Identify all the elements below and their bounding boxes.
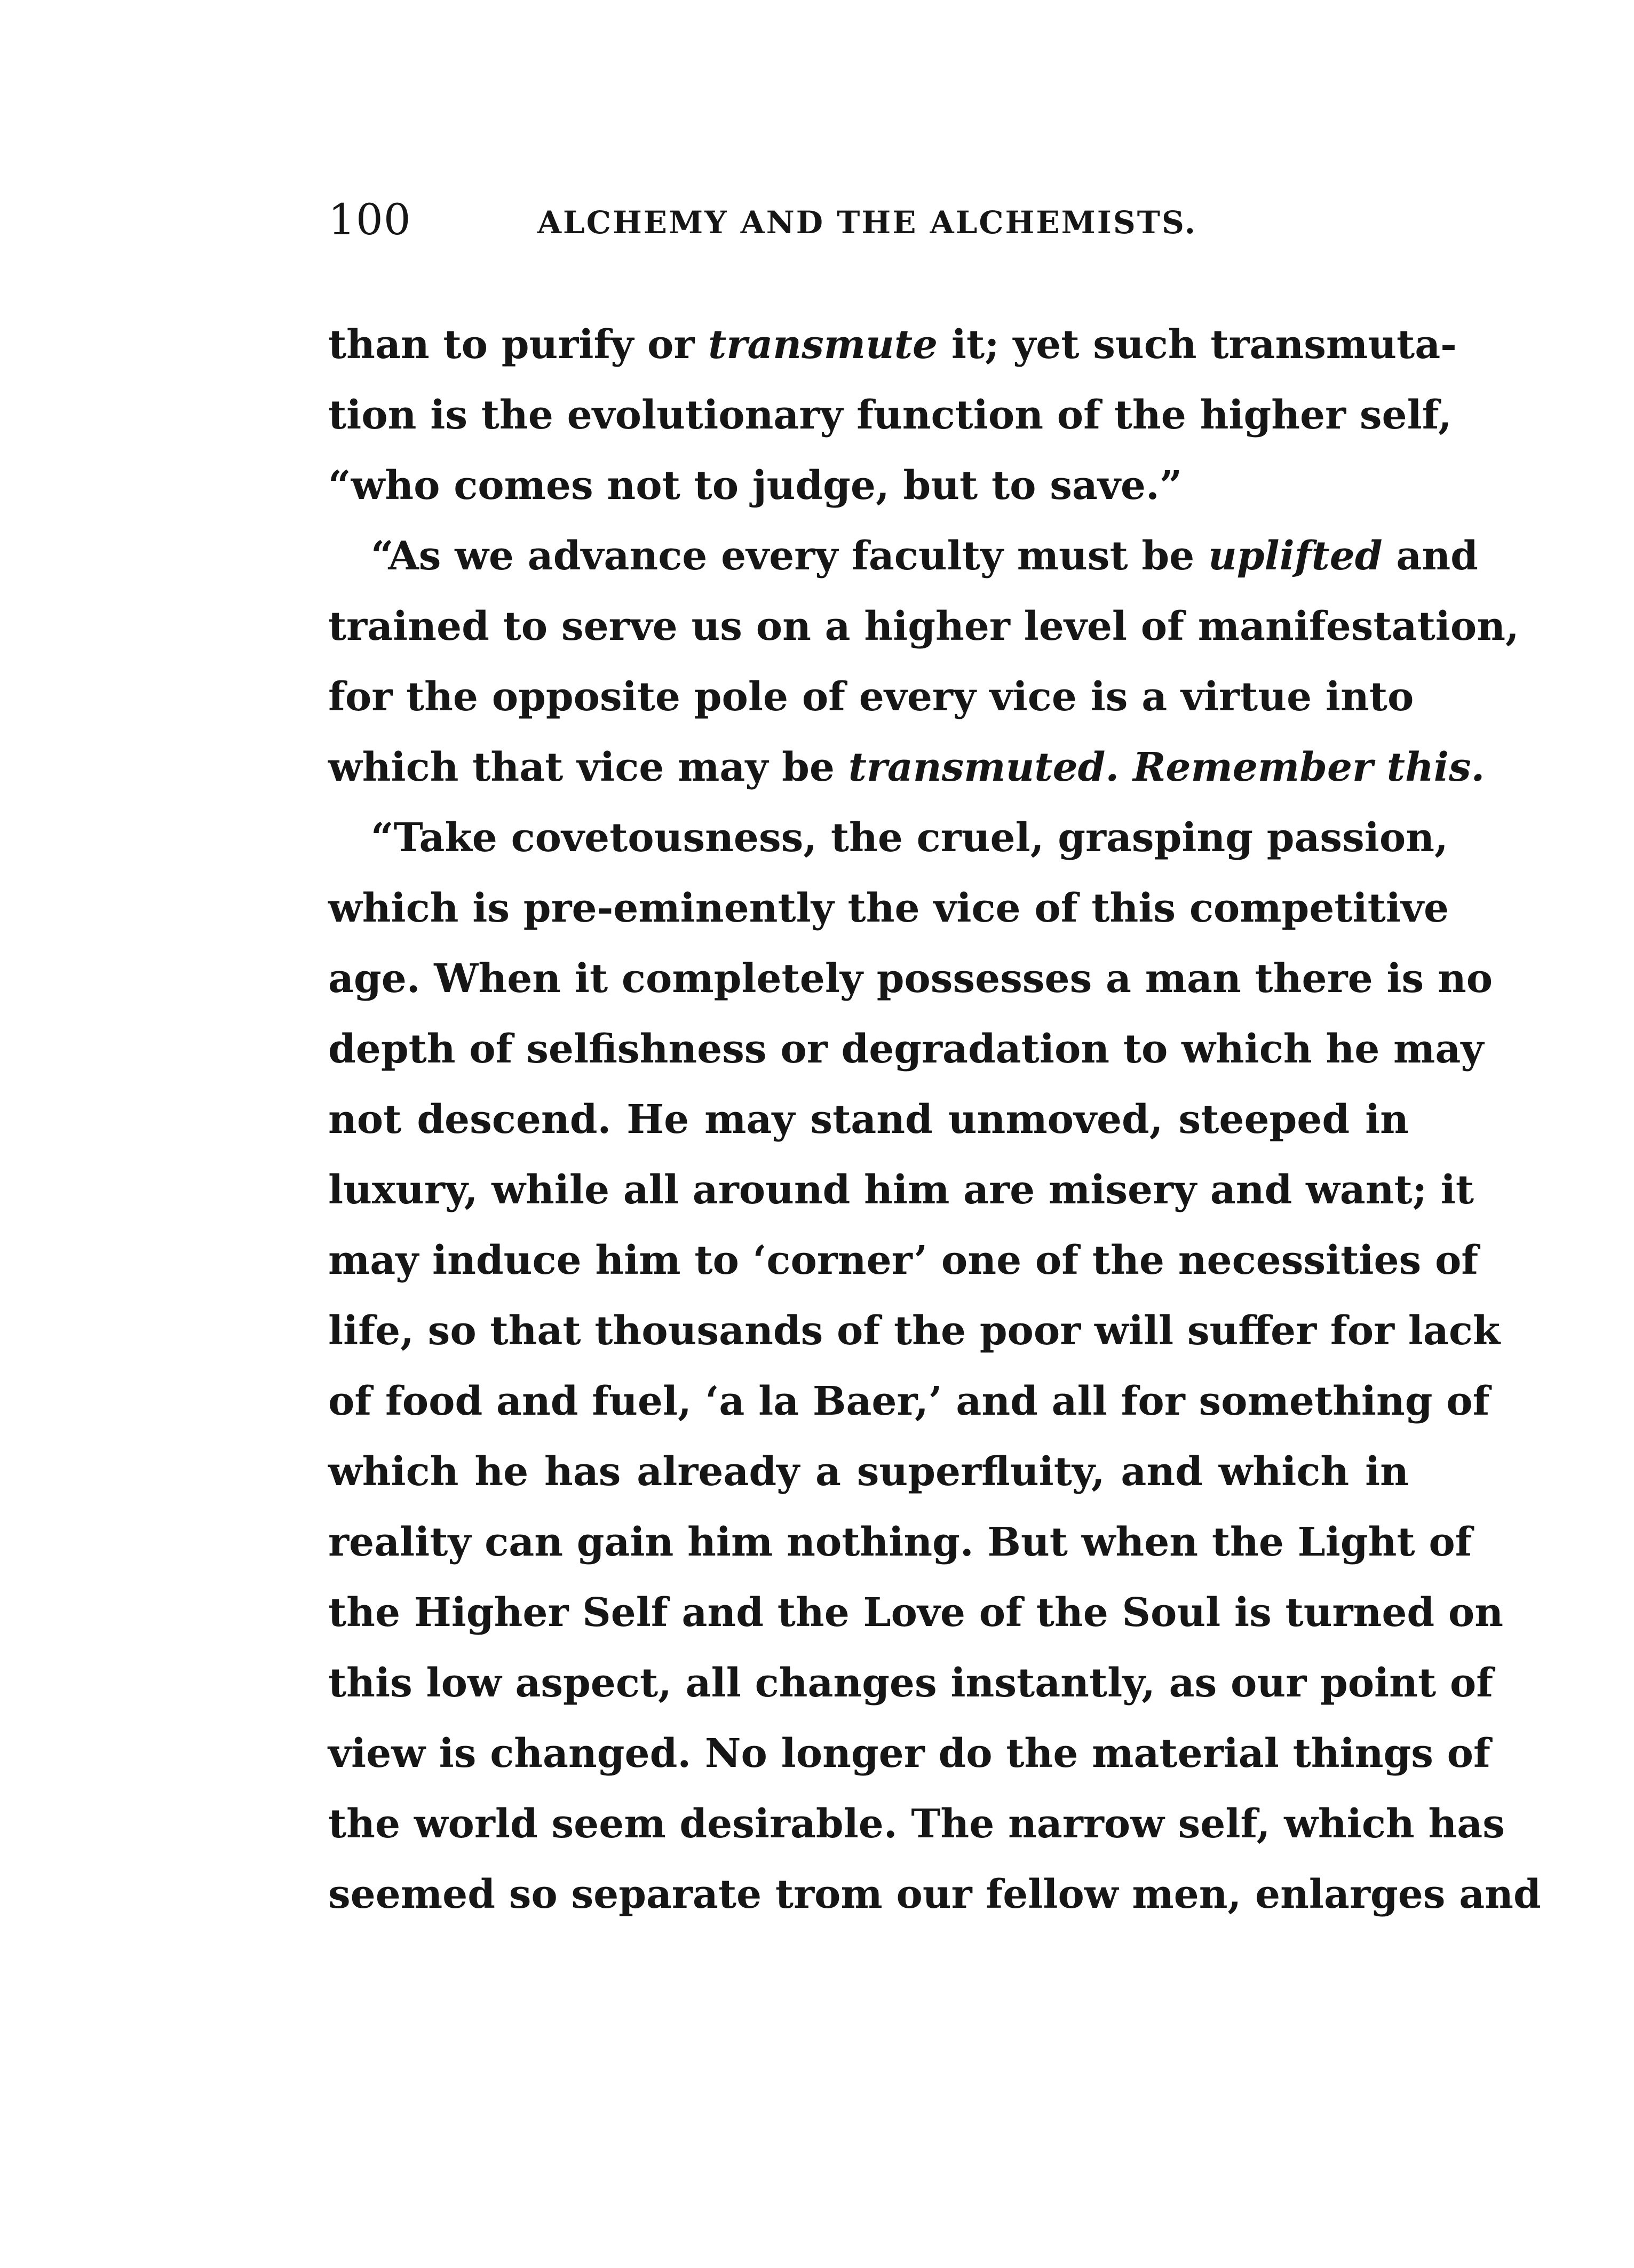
text-line: “As we advance every faculty must be uplifted and	[371, 533, 1478, 579]
text-line: of food and fuel, ‘a la Baer,’ and all for something of	[328, 1378, 1490, 1424]
page-header	[328, 195, 1411, 259]
page-number: 100	[328, 195, 411, 244]
text-line: which that vice may be transmuted. Remember this.	[328, 744, 1485, 790]
text-line: which he has already a superfluity, and which in	[328, 1449, 1409, 1495]
text-line: may induce him to ‘corner’ one of the necessities of	[328, 1238, 1479, 1283]
running-head: ALCHEMY AND THE ALCHEMISTS.	[537, 204, 1197, 241]
text-line: reality can gain him nothing. But when the Light of	[328, 1519, 1472, 1565]
text-line: “who comes not to judge, but to save.”	[328, 463, 1183, 509]
text-line: view is changed. No longer do the material things of	[328, 1731, 1490, 1777]
text-line: the world seem desirable. The narrow self, which has	[328, 1801, 1505, 1847]
body-text	[328, 310, 1541, 1930]
text-line: life, so that thousands of the poor will suffer for lack	[328, 1308, 1501, 1354]
text-line: “Take covetousness, the cruel, grasping passion,	[371, 815, 1448, 861]
text-line: which is pre-eminently the vice of this competitive	[328, 885, 1449, 931]
text-line: seemed so separate trom our fellow men, enlarges and	[328, 1872, 1541, 1917]
text-line: luxury, while all around him are misery and want; it	[328, 1167, 1474, 1213]
text-line: than to purify or transmute it; yet such transmuta-	[328, 322, 1457, 368]
text-line: not descend. He may stand unmoved, steeped in	[328, 1097, 1409, 1143]
text-line: this low aspect, all changes instantly, as our point of	[328, 1660, 1494, 1706]
text-line: the Higher Self and the Love of the Soul is turned on	[328, 1590, 1504, 1636]
text-line: tion is the evolutionary function of the higher self,	[328, 392, 1452, 438]
text-line: trained to serve us on a higher level of manifestation,	[328, 604, 1519, 649]
text-line: depth of selfishness or degradation to which he may	[328, 1026, 1484, 1072]
text-line: age. When it completely possesses a man there is no	[328, 956, 1493, 1002]
text-line: for the opposite pole of every vice is a virtue into	[328, 674, 1414, 720]
